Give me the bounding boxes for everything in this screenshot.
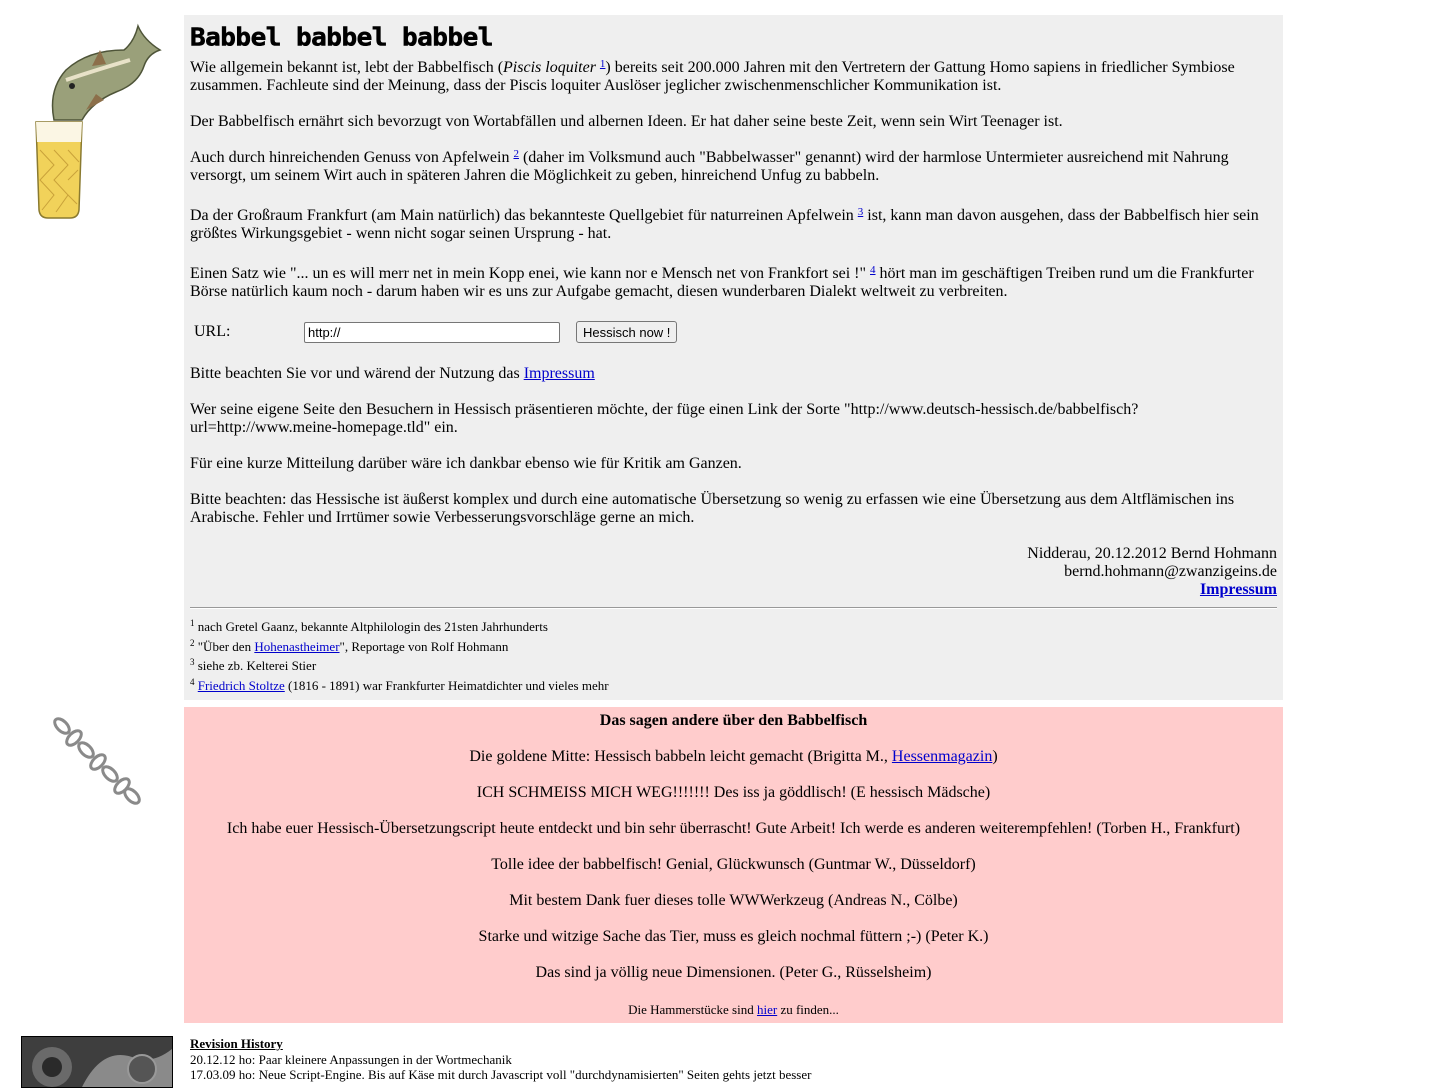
testimonial-item: Mit bestem Dank fuer dieses tolle WWWerkzeug (Andreas N., Cölbe) — [509, 892, 958, 909]
signature — [190, 545, 1277, 599]
revision-entry: 20.12.12 ho: Paar kleinere Anpassungen in der Wortmechanik — [190, 1051, 512, 1067]
revision-entry: 17.03.09 ho: Neue Script-Engine. Bis auf Käse mit durch Javascript voll "durchdynamisierten" Seiten gehts jetzt besser — [190, 1067, 812, 1082]
footnote-3: $^3$ siehe zb. Kelterei Stier — [190, 657, 317, 673]
testimonial-item: Tolle idee der babbelfisch! Genial, Glückwunsch (Guntmar W., Düsseldorf) — [491, 856, 976, 873]
revision-photo — [21, 1036, 173, 1088]
impressum-note: Bitte beachten Sie vor und wärend der Nutzung das Impressum — [190, 365, 595, 382]
signature-email: bernd.hohmann@zwanzigeins.de — [1064, 563, 1277, 580]
feedback-note: Für eine kurze Mitteilung darüber wäre ich dankbar ebenso wie für Kritik am Ganzen. — [190, 455, 742, 472]
testimonial-item: Das sind ja völlig neue Dimensionen. (Peter G., Rüsselsheim) — [535, 964, 932, 981]
intro-paragraph-5: Einen Satz wie "... un es will merr net in mein Kopp enei, wie kann nor e Mensch net von Frankfort sei !" $^4$ hört man im geschäftigen Treiben rund um die Frankfurter Börse natürlich kaum noch - darum haben wir es uns zur Aufgabe gemacht, diesen wunderbaren Dialekt weltweit zu verbreiten. — [190, 264, 1254, 300]
footnote-link-4[interactable]: 4 — [870, 264, 876, 276]
revision-history-title: Revision History — [190, 1036, 283, 1051]
footnote-2: $^2$ "Über den Hohenastheimer", Reportage von Rolf Hohmann — [190, 637, 509, 654]
footnote-link-2[interactable]: 2 — [513, 148, 519, 160]
hammer-line: Die Hammerstücke sind hier zu finden... — [628, 1002, 839, 1017]
footnote-1: $^1$ nach Gretel Gaanz, bekannte Altphilologin des 21sten Jahrhunderts — [190, 618, 548, 634]
intro-paragraph-4: Da der Großraum Frankfurt (am Main natürlich) das bekannteste Quellgebiet für naturreinen Apfelwein $^3$ ist, kann man davon ausgehen, dass der Babbelfisch hier sein größtes Wirkungsgebiet - wenn nicht sogar seinen Ursprung - hat. — [190, 206, 1259, 242]
left-image-column — [0, 0, 184, 1080]
impressum-link[interactable]: Impressum — [523, 365, 595, 382]
testimonials-title: Das sagen andere über den Babbelfisch — [599, 712, 868, 729]
testimonial-item: ICH SCHMEISS MICH WEG!!!!!!! Des iss ja göddlisch! (E hessisch Mädsche) — [476, 784, 991, 801]
testimonials-panel — [184, 707, 1283, 1023]
main-panel — [184, 15, 1283, 700]
embed-note: Wer seine eigene Seite den Besuchern in Hessisch präsentieren möchte, der füge einen Link der Sorte "http://www.deutsch-hessisch.de/babbelfisch? url=http://www.meine-homepage.tld" ein. — [190, 401, 1139, 436]
hessisch-now-button[interactable]: Hessisch now ! — [576, 321, 677, 343]
testimonial-item: Die goldene Mitte: Hessisch babbeln leicht gemacht (Brigitta M., Hessenmagazin) — [469, 748, 998, 765]
page-title — [190, 21, 1277, 53]
intro-paragraph-3: Auch durch hinreichenden Genuss von Apfelwein $^2$ (daher im Volksmund auch "Babbelwasser" genannt) wird der harmlose Untermieter ausreichend mit Nahrung versorgt, um seinem Wirt auch in späteren Jahren die Möglichkeit zu geben, hinreichend Unfug zu babbeln. — [190, 148, 1229, 184]
disclaimer-note: Bitte beachten: das Hessische ist äußerst komplex und durch eine automatische Übersetzung so wenig zu erfassen wie eine Übersetzung aus dem Altflämischen ins Arabische. Fehler und Irrtümer sowie Verbesserungsvorschläge gerne an mich. — [190, 491, 1235, 526]
translate-form — [194, 319, 1277, 345]
url-label: URL: — [194, 323, 231, 340]
footnote-link-1[interactable]: 1 — [599, 58, 606, 70]
friedrich-stoltze-link[interactable]: Friedrich Stoltze — [197, 677, 285, 693]
chain-image — [48, 712, 144, 808]
hessenmagazin-link[interactable]: Hessenmagazin — [891, 748, 993, 765]
intro-paragraph-1: Wie allgemein bekannt ist, lebt der Babbelfisch (Piscis loquiter $^1$) bereits seit 200.000 Jahren mit den Vertretern der Gattung Homo sapiens in friedlicher Symbiose zusammen. Fachleute sind der Meinung, dass der Piscis loquiter Auslöser jeglicher zwischenmenschlicher Kommunikation ist. — [190, 58, 1235, 94]
footnote-link-3[interactable]: 3 — [857, 206, 864, 218]
signature-place-date: Nidderau, 20.12.2012 Bernd Hohmann — [1027, 545, 1277, 562]
signature-impressum-link[interactable]: Impressum — [1199, 581, 1277, 598]
intro-paragraph-2: Der Babbelfisch ernährt sich bevorzugt von Wortabfällen und albernen Ideen. Er hat daher seine beste Zeit, wenn sein Wirt Teenager ist. — [190, 113, 1063, 130]
page-title-text: Babbel babbel babbel — [190, 22, 493, 52]
footnote-4: $^4$ Friedrich Stoltze (1816 - 1891) war Frankfurter Heimatdichter und vieles mehr — [190, 676, 609, 693]
testimonial-item: Ich habe euer Hessisch-Übersetzungscript heute entdeckt und bin sehr überrascht! Gute Arbeit! Ich werde es anderen weiterempfehlen! (Torben H., Frankfurt) — [226, 820, 1241, 837]
babbelfish-image — [26, 20, 166, 224]
hohenastheimer-link[interactable]: Hohenastheimer — [254, 638, 340, 654]
hammer-link[interactable]: hier — [756, 1002, 778, 1017]
testimonial-item: Starke und witzige Sache das Tier, muss es gleich nochmal füttern ;-) (Peter K.) — [478, 928, 989, 945]
revision-history — [190, 1036, 1190, 1083]
footnote-divider — [190, 607, 1277, 609]
url-input[interactable] — [304, 322, 560, 343]
